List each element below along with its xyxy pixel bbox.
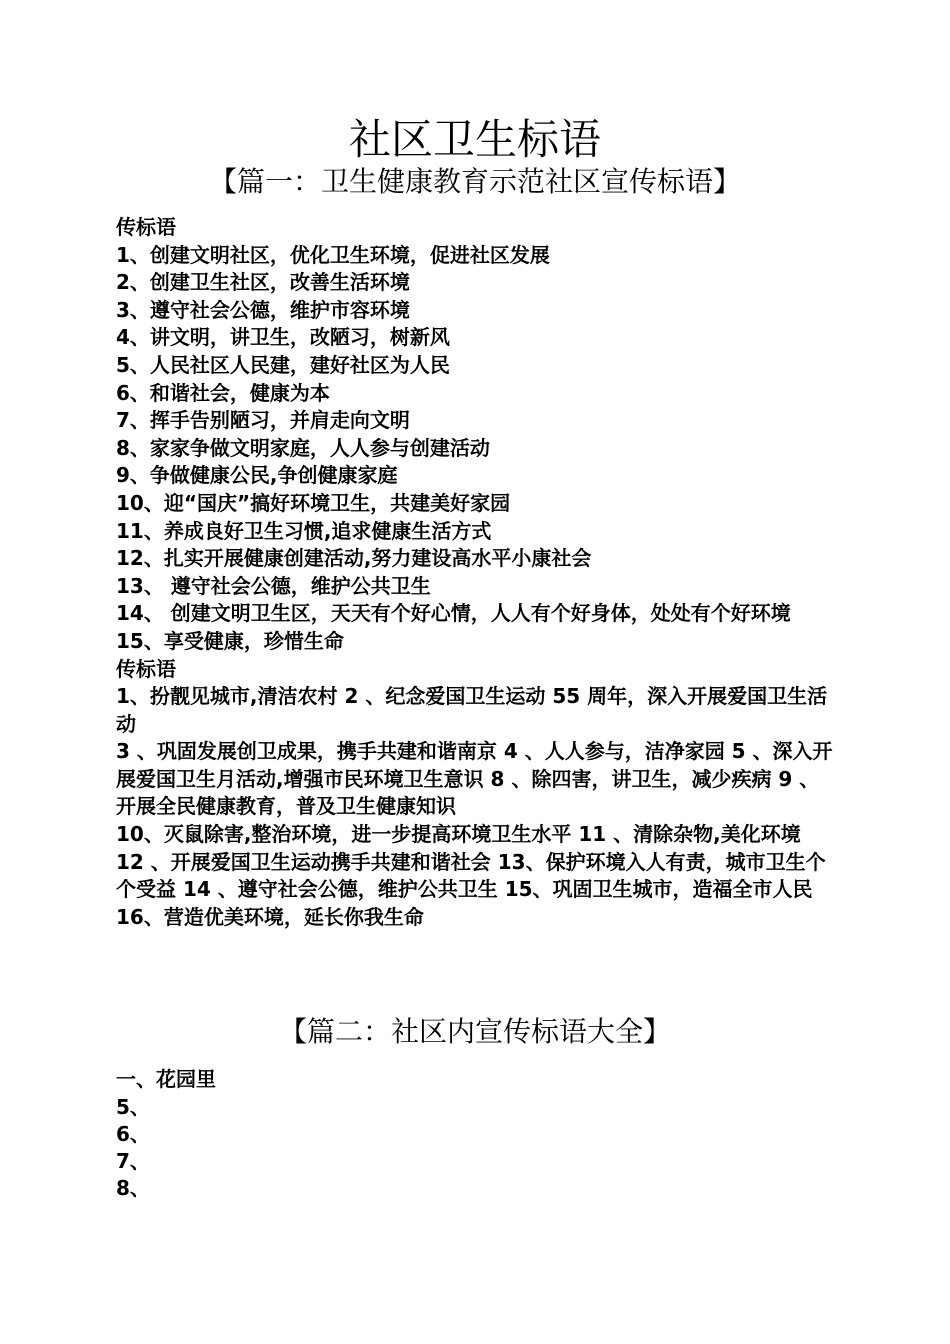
text-line: 5、 (116, 1095, 150, 1119)
text-line: 16、营造优美环境，延长你我生命 (116, 904, 424, 929)
text-line: 1、扮靓见城市,清洁农村 2 、纪念爱国卫生运动 55 周年，深入开展爱国卫生活动 (116, 684, 828, 736)
part2-heading: 【篇二：社区内宣传标语大全】 (278, 1015, 671, 1048)
text-line: 6、和谐社会，健康为本 (116, 380, 330, 405)
text-line: 13、 遵守社会公德，维护公共卫生 (116, 573, 431, 598)
text-line: 1、创建文明社区，优化卫生环境，促进社区发展 (116, 242, 550, 267)
section-title: 一、花园里 (116, 1067, 216, 1091)
text-line: 10、灭鼠除害,整治环境，进一步提高环境卫生水平 11 、清除杂物,美化环境 (116, 822, 801, 847)
text-line: 3 、巩固发展创卫成果，携手共建和谐南京 4 、人人参与，洁净家园 5 、深入开展爱国卫生月活动,增强市民环境卫生意识 8 、除四害，讲卫生，减少疾病 9 、开展全民健康教育，普及卫生健康知识 (116, 739, 833, 819)
text-line: 传标语 (116, 215, 176, 239)
text-line: 15、享受健康，珍惜生命 (116, 628, 344, 653)
text-line: 7、 (116, 1149, 150, 1173)
text-line: 9、争做健康公民,争创健康家庭 (116, 463, 398, 488)
text-line: 传标语 (116, 656, 176, 681)
text-line: 11、养成良好卫生习惯,追求健康生活方式 (116, 518, 492, 543)
text-line: 2、创建卫生社区，改善生活环境 (116, 270, 410, 295)
part1-body (116, 214, 836, 931)
text-line: 12 、开展爱国卫生运动携手共建和谐社会 13、保护环境入人有责，城市卫生个个受益 14 、遵守社会公德，维护公共卫生 15、巩固卫生城市，造福全市人民 (116, 849, 826, 902)
page-title: 社区卫生标语 (348, 115, 601, 164)
text-line: 8、家家争做文明家庭，人人参与创建活动 (116, 435, 490, 460)
text-line: 4、讲文明，讲卫生，改陋习，树新风 (116, 325, 450, 350)
text-line: 6、 (116, 1122, 150, 1146)
text-line: 3、遵守社会公德，维护市容环境 (116, 297, 410, 322)
text-line: 10、迎“国庆”搞好环境卫生，共建美好家园 (116, 490, 511, 515)
text-line: 5、人民社区人民建，建好社区为人民 (116, 352, 450, 377)
part1-heading: 【篇一：卫生健康教育示范社区宣传标语】 (208, 165, 741, 198)
text-line: 12、扎实开展健康创建活动,努力建设高水平小康社会 (116, 546, 592, 571)
part2-section-heading (116, 1066, 836, 1094)
text-line: 14、 创建文明卫生区，天天有个好心情，人人有个好身体，处处有个好环境 (116, 601, 791, 626)
text-line: 8、 (116, 1176, 150, 1200)
part2-body (116, 1094, 836, 1202)
text-line: 7、挥手告别陋习，并肩走向文明 (116, 408, 410, 433)
